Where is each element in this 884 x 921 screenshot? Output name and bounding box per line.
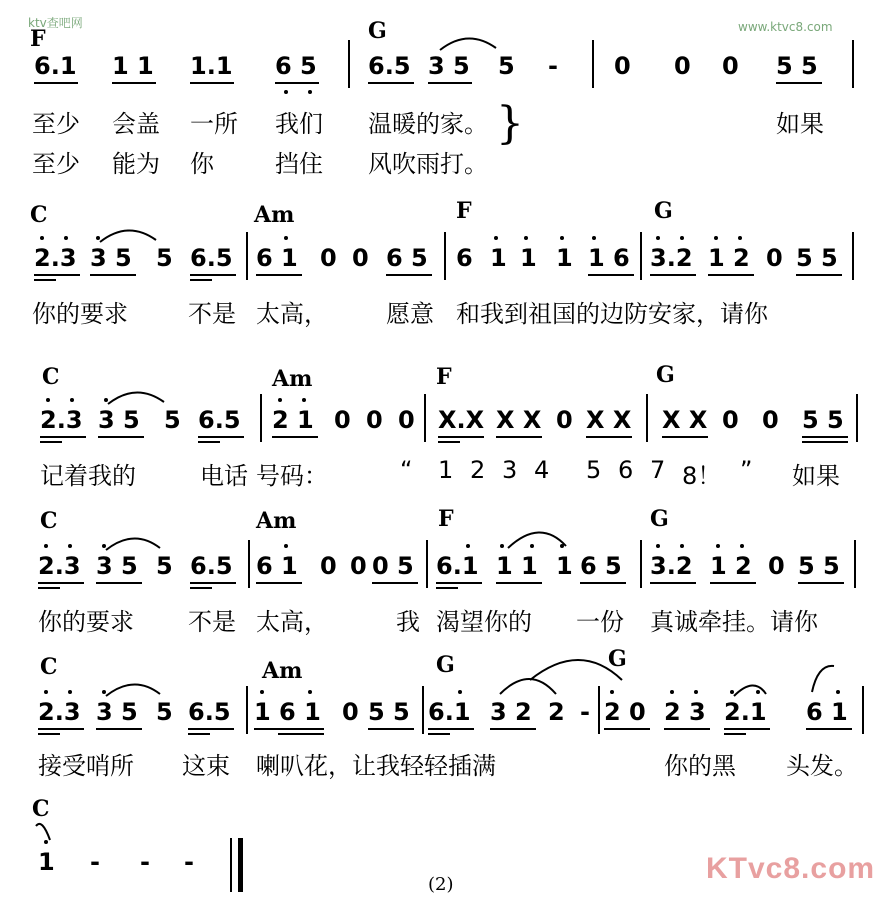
note-group: 6.1 [436,552,479,580]
lyric: 号码： [256,462,328,490]
dash-note: - [580,698,590,726]
note-group: 3 5 [96,698,138,726]
chord-label: G [654,198,673,224]
chord-label: Am [256,508,297,534]
chord-label: G [436,652,455,678]
note-group: 5 [156,698,173,726]
lyric: 你的要求 [32,300,128,328]
note-group: 3 5 [98,406,140,434]
lyric: 太高， [256,300,328,328]
note-group: 3 5 [96,552,138,580]
lyric: 愿意 [386,300,434,328]
note-group: 3 5 [90,244,132,272]
lyric: 你的黑 [664,752,736,780]
page-number: (2) [428,874,454,895]
lyric: 你 [190,150,214,178]
note-group: 1 [38,848,55,876]
watermark-top-left: ktv查吧网 [28,16,83,30]
note-group: 5 [156,552,173,580]
note-group: 3.2 [650,552,693,580]
note-group: 6 5 [386,244,428,272]
note-group: 5 5 [802,406,844,434]
note-group: 0 [352,244,369,272]
lyric: 一份 [576,608,624,636]
note-group: 6 1 [256,552,298,580]
note-group: 2 3 [664,698,706,726]
chord-label: Am [254,202,295,228]
lyric: 你的要求 [38,608,134,636]
lyric: 1 [438,456,454,484]
note-group: 3 5 [428,52,470,80]
note-group: 0 [320,244,337,272]
note-group: 0 [334,406,351,434]
lyric: 风吹雨打。 [368,150,488,178]
note-group: 2.3 [38,698,81,726]
note-group: 1 6 [588,244,630,272]
note-group: 6.5 [190,244,233,272]
slur [500,679,556,694]
note-group: 6.1 [34,52,77,80]
note-group: 3 2 [490,698,532,726]
note-group: 0 [366,406,383,434]
slur [100,230,156,242]
chord-label: Am [262,658,303,684]
lyric: 挡住 [275,150,323,178]
slur [508,532,566,548]
note-group: 6.5 [190,552,233,580]
lyric: 记着我的 [40,462,136,490]
note-group: X.X [438,406,485,434]
lyric: 6 [618,456,634,484]
lyric: 和我到祖国的边防安家，请你 [456,300,768,328]
lyric: 会盖 [112,110,160,138]
note-group: 1 1 [496,552,538,580]
lyric: 不是 [188,608,236,636]
note-group: 2.3 [38,552,81,580]
note-group: 6 [456,244,473,272]
lyric: 2 [470,456,486,484]
note-group: 0 [350,552,367,580]
note-group: 0 5 [372,552,414,580]
chord-label: F [30,26,46,52]
note-group: 5 5 [796,244,838,272]
lyric: 接受哨所 [38,752,134,780]
slur [440,38,496,50]
note-group: 5 5 [798,552,840,580]
lyric: 太高， [256,608,328,636]
note-group: 1 6 1 [254,698,321,726]
slur [734,685,766,696]
note-group: 0 [320,552,337,580]
note-group: X X [586,406,632,434]
note-group: 1.1 [190,52,233,80]
note-group: 1 [556,552,573,580]
lyric: ” [740,456,753,484]
note-group: 0 [614,52,631,80]
lyric: 4 [534,456,550,484]
slur [108,392,164,404]
lyric: 温暖的家。 [368,110,488,138]
note-group: 5 5 [368,698,410,726]
note-group: 2 0 [604,698,646,726]
dash-note: - [184,848,194,876]
lyric: 能为 [112,150,160,178]
note-group: X X [496,406,542,434]
lyric: 电话 [200,462,248,490]
note-group: 6.5 [368,52,411,80]
chord-label: F [456,198,472,224]
note-group: 0 [342,698,359,726]
note-group: X X [662,406,708,434]
note-group: 1 [490,244,507,272]
chord-label: C [42,364,60,390]
note-group: 6 5 [275,52,317,80]
note-group: 2 1 [272,406,314,434]
note-group: 6 1 [256,244,298,272]
watermark-top-right: www.ktvc8.com [738,20,833,34]
note-group: 0 [722,52,739,80]
lyric: 至少 [32,150,80,178]
dash-note: - [548,52,558,80]
lyric: 不是 [188,300,236,328]
note-group: 0 [556,406,573,434]
chord-label: F [438,506,454,532]
note-group: 2.3 [34,244,77,272]
note-group: 5 5 [776,52,818,80]
chord-label: G [650,506,669,532]
lyric: 一所 [190,110,238,138]
dash-note: - [140,848,150,876]
slur [530,660,622,680]
note-group: 0 [722,406,739,434]
note-group: 0 [762,406,779,434]
note-group: 0 [398,406,415,434]
note-group: 0 [674,52,691,80]
note-group: 1 1 [112,52,154,80]
note-group: 6.1 [428,698,471,726]
chord-label: G [368,18,387,44]
note-group: 5 [156,244,173,272]
chord-label: Am [272,366,313,392]
lyric: “ [400,456,413,484]
note-group: 6.5 [198,406,241,434]
lyric: 7 [650,456,666,484]
brace-symbol: } [496,98,524,149]
lyric: 如果 [776,110,824,138]
chord-label: C [40,508,58,534]
lyric: 真诚牵挂。请你 [650,608,818,636]
slur [36,824,50,840]
lyric: 8！ [682,462,722,490]
slur [106,538,160,550]
note-group: 0 [766,244,783,272]
note-group: 6.5 [188,698,231,726]
site-logo: KTvc8.com [706,852,876,885]
note-group: 2 [548,698,565,726]
slur [812,666,834,692]
chord-label: G [608,646,627,672]
lyric: 这束 [182,752,230,780]
lyric: 头发。 [786,752,858,780]
lyric: 喇叭花，让我轻轻插满 [256,752,496,780]
dash-note: - [90,848,100,876]
slur [106,684,160,696]
chord-label: F [436,364,452,390]
lyric: 我 [396,608,420,636]
note-group: 5 [164,406,181,434]
lyric: 渴望你的 [436,608,532,636]
note-group: 6 5 [580,552,622,580]
lyric: 如果 [792,462,840,490]
lyric: 至少 [32,110,80,138]
note-group: 1 2 [710,552,752,580]
chord-label: C [32,796,50,822]
note-group: 0 [768,552,785,580]
note-group: 1 [520,244,537,272]
lyric: 5 [586,456,602,484]
lyric: 我们 [275,110,323,138]
chord-label: C [30,202,48,228]
note-group: 2.1 [724,698,767,726]
note-group: 2.3 [40,406,83,434]
note-group: 1 2 [708,244,750,272]
note-group: 5 [498,52,515,80]
chord-label: C [40,654,58,680]
note-group: 6 1 [806,698,848,726]
chord-label: G [656,362,675,388]
note-group: 1 [556,244,573,272]
lyric: 3 [502,456,518,484]
note-group: 3.2 [650,244,693,272]
